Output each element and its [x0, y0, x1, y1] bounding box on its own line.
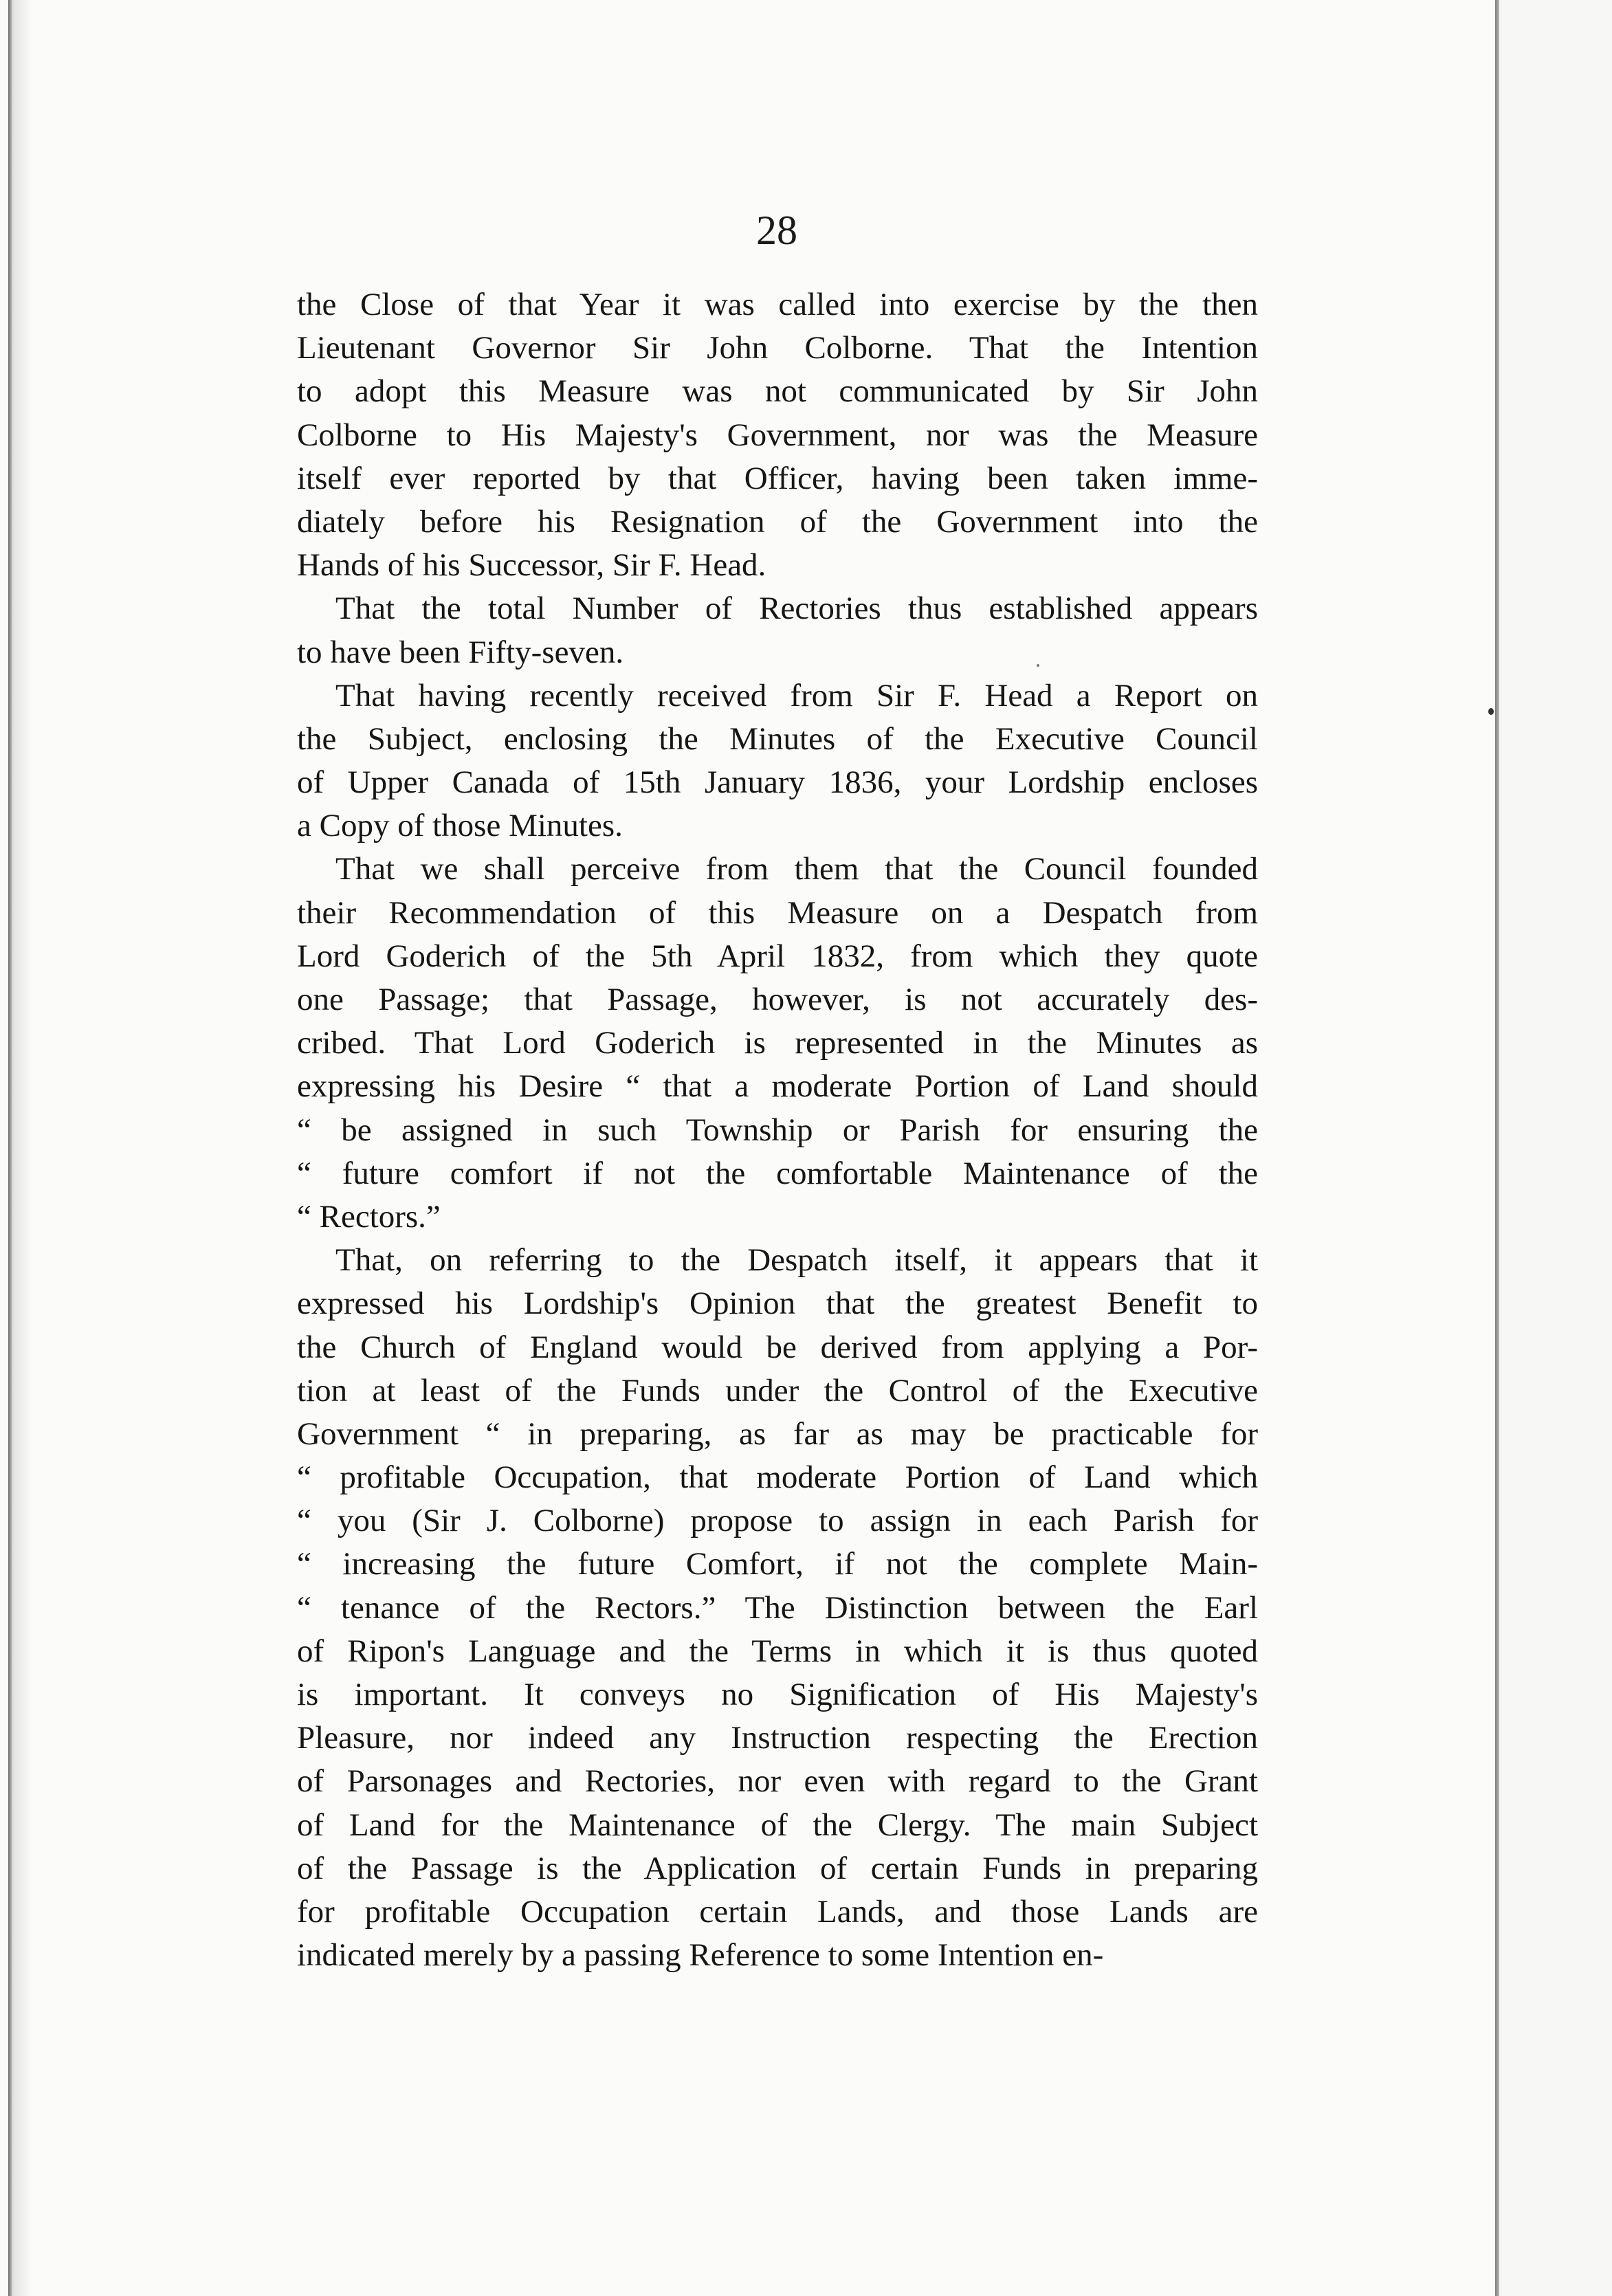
- text-line: of Parsonages and Rectories, nor even with regard to the Grant: [297, 1763, 1258, 1800]
- text-line: “ be assigned in such Township or Parish for ensuring the: [297, 1112, 1258, 1148]
- text-line: That, on referring to the Despatch itself, it appears that it: [335, 1242, 1258, 1279]
- text-line: tion at least of the Funds under the Control of the Executive: [297, 1372, 1258, 1409]
- text-line: to have been Fifty-seven.: [297, 634, 624, 670]
- text-line: diately before his Resignation of the Government into the: [297, 503, 1258, 540]
- page-right-margin: [1499, 0, 1612, 2296]
- text-line: expressing his Desire “ that a moderate Portion of Land should: [297, 1068, 1258, 1105]
- text-line: the Subject, enclosing the Minutes of the Executive Council: [297, 720, 1258, 757]
- text-line: one Passage; that Passage, however, is not accurately des-: [297, 982, 1258, 1017]
- page-left-shadow: [12, 0, 32, 2296]
- text-line: That we shall perceive from them that the Council founded: [335, 851, 1258, 887]
- paragraph: [297, 674, 1258, 848]
- text-line: “ profitable Occupation, that moderate Portion of Land which: [297, 1459, 1258, 1496]
- text-line: Lieutenant Governor Sir John Colborne. That the Intention: [297, 330, 1258, 366]
- text-line: for profitable Occupation certain Lands, and those Lands are: [297, 1893, 1258, 1930]
- text-line: expressed his Lordship's Opinion that the greatest Benefit to: [297, 1285, 1258, 1322]
- text-line: cribed. That Lord Goderich is represented in the Minutes as: [297, 1025, 1258, 1061]
- text-line: Government “ in preparing, as far as may be practicable for: [297, 1415, 1258, 1452]
- paragraph: [297, 848, 1258, 1239]
- text-line: their Recommendation of this Measure on a Despatch from: [297, 894, 1258, 931]
- text-line: indicated merely by a passing Reference to some Intention en-: [297, 1937, 1104, 1974]
- text-line: “ future comfort if not the comfortable Maintenance of the: [297, 1155, 1258, 1191]
- text-line: Hands of his Successor, Sir F. Head.: [297, 547, 766, 584]
- text-line: Lord Goderich of the 5th April 1832, from which they quote: [297, 938, 1258, 974]
- text-line: to adopt this Measure was not communicated by Sir John: [297, 373, 1258, 410]
- text-line: That the total Number of Rectories thus established appears: [335, 590, 1258, 627]
- text-line: the Church of England would be derived from applying a Por-: [297, 1329, 1258, 1365]
- text-line: of Ripon's Language and the Terms in which it is thus quoted: [297, 1633, 1258, 1669]
- text-line: “ you (Sir J. Colborne) propose to assign in each Parish for: [297, 1503, 1258, 1539]
- paragraph: [297, 1239, 1258, 1977]
- text-line: of the Passage is the Application of certain Funds in preparing: [297, 1850, 1258, 1886]
- scan-speck: [1488, 708, 1494, 715]
- paragraph: [297, 587, 1258, 674]
- paragraph: [297, 283, 1258, 587]
- text-line: of Upper Canada of 15th January 1836, your Lordship encloses: [297, 764, 1258, 801]
- text-line: “ increasing the future Comfort, if not the complete Main-: [297, 1546, 1258, 1582]
- body-text: [297, 283, 1258, 1977]
- text-line: the Close of that Year it was called into exercise by the then: [297, 287, 1258, 322]
- text-line: “ Rectors.”: [297, 1198, 441, 1235]
- text-line: That having recently received from Sir F. Head a Report on: [335, 677, 1258, 714]
- text-line: Colborne to His Majesty's Government, nor was the Measure: [297, 417, 1258, 453]
- text-line: a Copy of those Minutes.: [297, 808, 623, 844]
- text-line: Pleasure, nor indeed any Instruction respecting the Erection: [297, 1720, 1258, 1756]
- text-line: is important. It conveys no Signification of His Majesty's: [297, 1677, 1258, 1712]
- text-line: of Land for the Maintenance of the Clergy. The main Subject: [297, 1807, 1258, 1843]
- text-line: itself ever reported by that Officer, having been taken imme-: [297, 460, 1258, 496]
- text-line: “ tenance of the Rectors.” The Distinction between the Earl: [297, 1589, 1258, 1626]
- page-number: 28: [756, 208, 797, 253]
